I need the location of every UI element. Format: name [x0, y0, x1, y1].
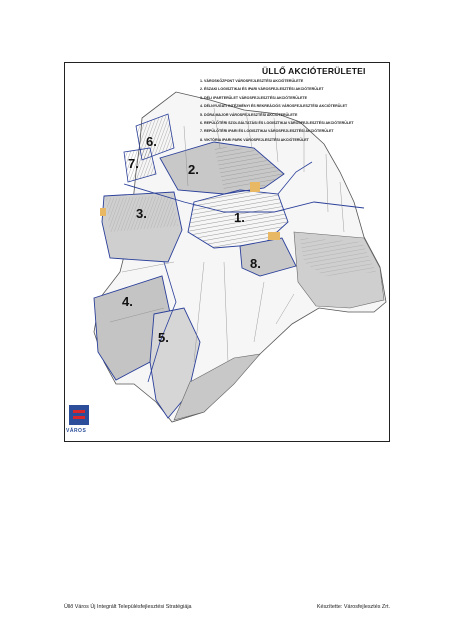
- legend-item: 2. ÉSZAKI LOGISZTIKAI ÉS IPARI VÁROSFEJLESZTÉSI AKCIÓTERÜLET: [200, 87, 324, 92]
- zone-label-8: 8.: [250, 256, 261, 271]
- zone-label-3: 3.: [136, 206, 147, 221]
- varos-logo-icon: [69, 405, 89, 425]
- footer-author: Készítette: Városfejlesztés Zrt.: [316, 604, 390, 610]
- zone-label-2: 2.: [188, 162, 199, 177]
- zone-label-5: 5.: [158, 330, 169, 345]
- legend-item: 5. DÓRA MAJOR VÁROSFEJLESZTÉSI AKCIÓTERÜLETE: [200, 112, 298, 117]
- zone-label-4: 4.: [122, 294, 133, 309]
- footer-document-title: Üllő Város Új Integrált Településfejlesztési Stratégiája: [64, 604, 192, 610]
- legend-item: 1. VÁROSKÖZPONT VÁROSFEJLESZTÉSI AKCIÓTERÜLETE: [200, 79, 304, 83]
- legend-item: 3. DÉLI IPARTERÜLET VÁROSFEJLESZTÉSI AKCIÓTERÜLETE: [200, 95, 308, 100]
- accent-parcel-3: [100, 208, 106, 216]
- legend-item: 4. DÉLNYUGATI INTÉZMÉNYI ÉS REKREÁCIÓS VÁROSFEJLESZTÉSI AKCIÓTERÜLET: [200, 104, 348, 109]
- accent-parcel-1: [250, 182, 260, 192]
- zone-label-6: 6.: [146, 134, 157, 149]
- legend-item: 7. REPÜLŐTÉRI IPARI ÉS LOGISZTIKAI VÁROSFEJLESZTÉSI AKCIÓTERÜLET: [200, 129, 334, 134]
- legend-item: 8. VIKTÓRIA IPARI PARK VÁROSFEJLESZTÉSI AKCIÓTERÜLET: [200, 137, 309, 142]
- accent-parcel-2: [268, 232, 280, 240]
- zone-label-7: 7.: [128, 156, 139, 171]
- zone-label-1: 1.: [234, 210, 245, 225]
- map-title: ÜLLŐ AKCIÓTERÜLETEI: [262, 66, 366, 76]
- varos-logo-text: VÁROS: [66, 428, 87, 434]
- varos-logo: [66, 405, 94, 439]
- legend-item: 6. REPÜLŐTÉRI SZOLGÁLTATÁSI ÉS LOGISZTIKAI VÁROSFEJLESZTÉSI AKCIÓTERÜLET: [200, 121, 354, 126]
- map-legend: [200, 77, 390, 144]
